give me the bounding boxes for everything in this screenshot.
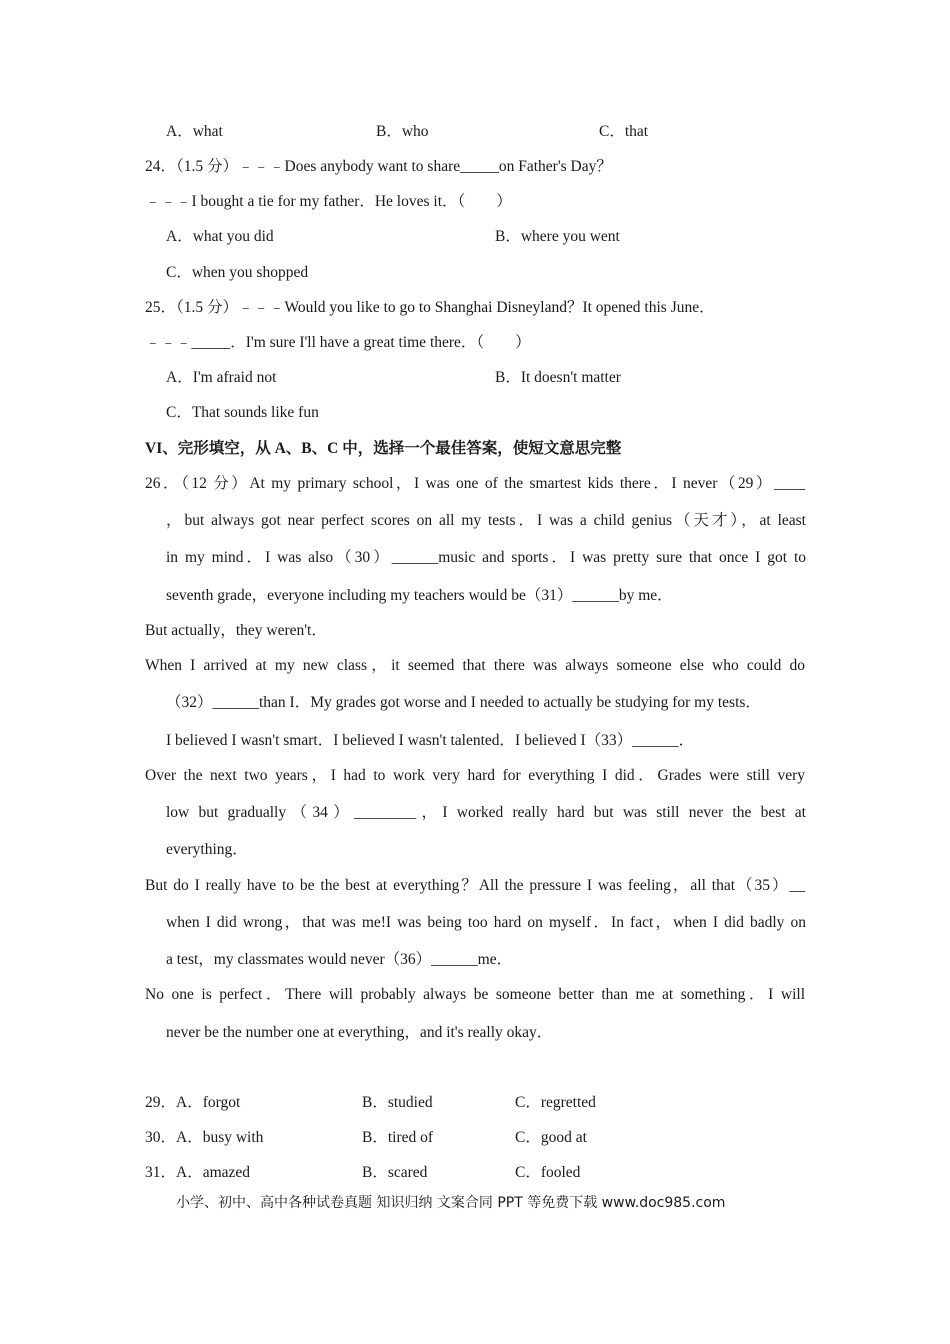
answer-29-option-b: B．studied <box>362 1094 433 1111</box>
answer-30-option-a: 30．A．busy with <box>145 1129 264 1146</box>
answer-31-option-c: C．fooled <box>515 1164 581 1181</box>
passage-line: I believed I wasn't smart．I believed I wasn't talented．I believed I（33）______． <box>166 732 695 749</box>
q25-option-c: C．That sounds like fun <box>166 404 319 421</box>
passage-line: Over the next two years，I had to work very hard for everything I did．Grades were still very <box>145 767 805 784</box>
passage-line: never be the number one at everything，and it's really okay． <box>166 1024 553 1041</box>
section-heading: VI、完形填空，从 A、B、C 中，选择一个最佳答案，使短文意思完整 <box>145 440 622 457</box>
q24-option-c: C．when you shopped <box>166 264 309 281</box>
q25-option-b: B．It doesn't matter <box>495 369 621 386</box>
answer-30-option-b: B．tired of <box>362 1129 434 1146</box>
passage-line: everything． <box>166 841 248 858</box>
answer-29-option-a: 29．A．forgot <box>145 1094 241 1111</box>
q23-option-c: C．that <box>599 123 649 140</box>
answer-31-option-a: 31．A．amazed <box>145 1164 251 1181</box>
q25-stem: 25．（1.5 分）﹣﹣﹣Would you like to go to Shanghai Disneyland？It opened this June． <box>145 299 715 316</box>
passage-line: 26．（12 分）At my primary school，I was one of the smartest kids there．I never（29）____ <box>145 475 805 492</box>
q24-stem: 24．（1.5 分）﹣﹣﹣Does anybody want to share_____on Father's Day？ <box>145 158 612 175</box>
q23-option-b: B．who <box>376 123 429 140</box>
passage-line: No one is perfect．There will probably always be someone better than me at something．I will <box>145 986 805 1003</box>
passage-line: When I arrived at my new class，it seemed that there was always someone else who could do <box>145 657 805 674</box>
passage-line: But do I really have to be the best at everything？All the pressure I was feeling，all that（35）__ <box>145 877 805 894</box>
answer-30-option-c: C．good at <box>515 1129 587 1146</box>
passage-line: seventh grade，everyone including my teachers would be（31）______by me． <box>166 587 673 604</box>
q24-option-a: A．what you did <box>166 228 274 245</box>
q23-option-a: A．what <box>166 123 223 140</box>
answer-29-option-c: C．regretted <box>515 1094 596 1111</box>
passage-line: （32）______than I．My grades got worse and I needed to actually be studying for my tests． <box>166 694 761 711</box>
page-footer: 小学、初中、高中各种试卷真题 知识归纳 文案合同 PPT 等免费下载 www.doc985.com <box>176 1195 726 1211</box>
q25-option-a: A．I'm afraid not <box>166 369 277 386</box>
q25-reply: ﹣﹣﹣_____．I'm sure I'll have a great time there．（ ） <box>145 334 531 351</box>
passage-line: a test，my classmates would never（36）______me． <box>166 951 513 968</box>
passage-line: when I did wrong，that was me!I was being too hard on myself．In fact，when I did badly on <box>166 914 806 931</box>
q24-option-b: B．where you went <box>495 228 620 245</box>
passage-line: ，but always got near perfect scores on all my tests．I was a child genius（天才），at least <box>166 512 806 529</box>
answer-31-option-b: B．scared <box>362 1164 428 1181</box>
q24-reply: ﹣﹣﹣I bought a tie for my father．He loves it．（ ） <box>145 193 512 210</box>
passage-line: But actually，they weren't． <box>145 622 327 639</box>
passage-line: low but gradually（34）________，I worked really hard but was still never the best at <box>166 804 806 821</box>
passage-line: in my mind．I was also（30）______music and sports．I was pretty sure that once I got to <box>166 549 806 566</box>
